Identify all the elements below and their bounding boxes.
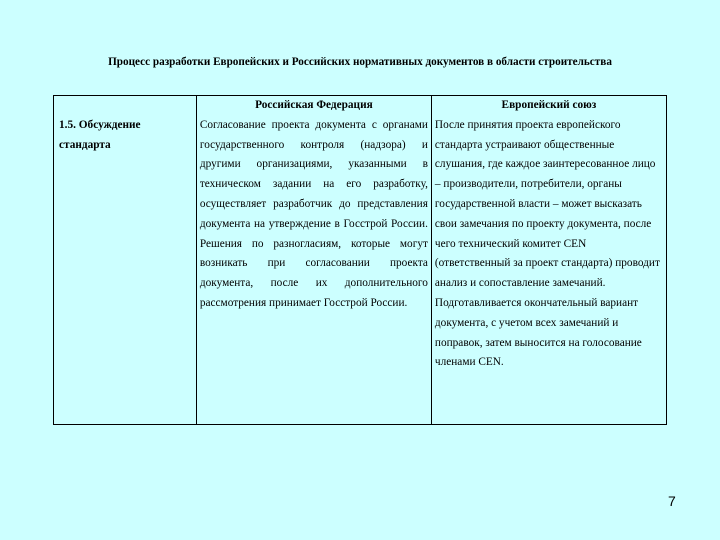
table-row — [54, 96, 667, 425]
slide-title: Процесс разработки Европейских и Российских нормативных документов в области строительства — [108, 56, 612, 68]
russia-cell — [196, 96, 431, 425]
page-number: 7 — [668, 493, 676, 509]
europe-text: После принятия проекта европейского стандарта устраивают общественные слушания, где каждое заинтересованное лицо – производители, потребители, органы государственной власти – может высказать свои замечания по проекту документа, после чего технический комитет CEN (ответственный за проект стандарта) проводит анализ и сопоставление замечаний. Подготавливается окончательный вариант документа, с учетом всех замечаний и поправок, затем выносится на голосование членами CEN. — [434, 118, 660, 369]
europe-cell — [431, 96, 666, 425]
comparison-table — [53, 95, 667, 425]
europe-header: Европейский союз — [501, 99, 597, 111]
row-label-cell — [54, 96, 197, 425]
row-label: 1.5. Обсуждение стандарта — [59, 119, 141, 151]
russia-header: Российская Федерация — [255, 99, 373, 111]
russia-text: Согласование проекта документа с органами государственного контроля (надзора) и другими организациями, указанными в техническом задании на его разработку, осуществляет разработчик до представления документа на утверждение в Госстрой России. Решения по разногласиям, которые могут возникать при согласовании проекта документа, после их дополнительного рассмотрения принимает Госстрой России. — [199, 118, 428, 309]
